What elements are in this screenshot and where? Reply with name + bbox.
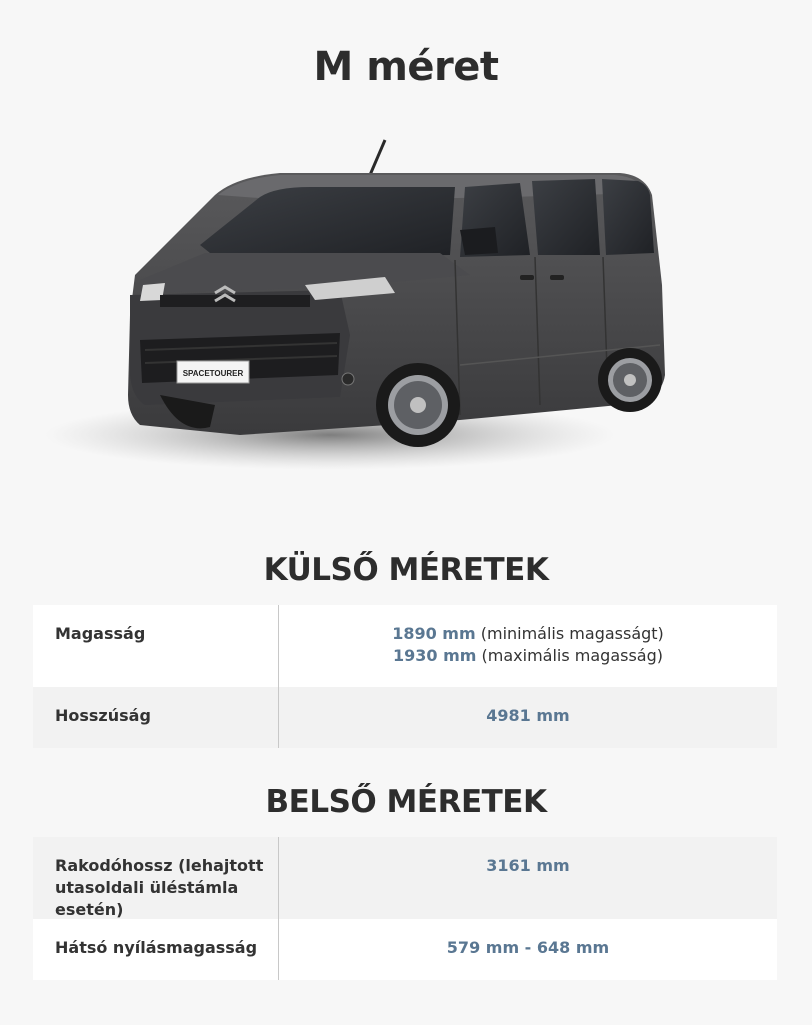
value-number: 4981 mm — [486, 706, 570, 725]
row-label: Magasság — [33, 605, 279, 687]
exterior-heading: KÜLSŐ MÉRETEK — [263, 552, 549, 588]
row-label: Hátsó nyílásmagasság — [33, 919, 279, 980]
row-value — [279, 919, 777, 980]
interior-heading: BELSŐ MÉRETEK — [265, 784, 547, 820]
value-number: 1930 mm — [392, 646, 477, 665]
page-title: M méret — [313, 44, 499, 90]
row-value — [279, 837, 777, 919]
value-note: (minimális magasságt) — [480, 624, 664, 643]
license-plate-text: SPACETOURER — [182, 369, 244, 378]
value-number: 579 mm - 648 mm — [446, 938, 610, 957]
table-row — [33, 687, 777, 748]
value-number: 1890 mm — [392, 624, 476, 643]
row-label: Hosszúság — [33, 687, 279, 748]
value-number: 3161 mm — [486, 856, 570, 875]
table-row — [33, 837, 777, 919]
exterior-table — [33, 605, 777, 748]
table-row — [33, 605, 777, 687]
row-label: Rakodóhossz (lehajtott utasoldali üléstámla esetén) — [33, 837, 279, 919]
interior-table — [33, 837, 777, 980]
value-note: (maximális magasság) — [481, 646, 664, 665]
row-value — [279, 605, 777, 687]
vehicle-image — [40, 135, 680, 480]
row-value — [279, 687, 777, 748]
table-row — [33, 919, 777, 980]
